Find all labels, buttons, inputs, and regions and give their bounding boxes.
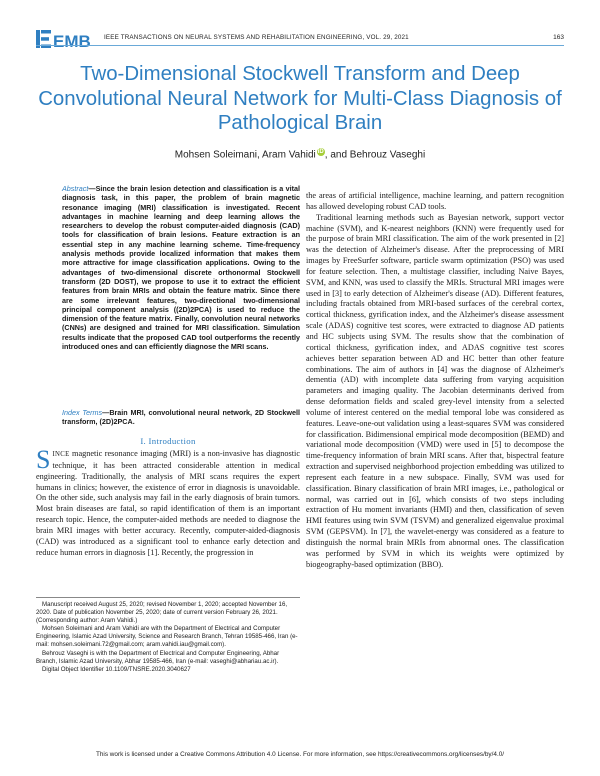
index-terms (62, 408, 300, 427)
intro-lead-word: INCE (52, 451, 70, 458)
emb-logo (36, 28, 92, 50)
footnote-divider (36, 597, 300, 598)
page-number: 163 (553, 34, 564, 41)
section-heading: I. Introduction (140, 436, 196, 446)
footnote-dates: Manuscript received August 25, 2020; revised November 1, 2020; accepted November 16, 2020. Date of publication November 25, 2020; date of current version February 26, 2021. (Corresponding author: Aram Vahidi.) (36, 601, 288, 625)
right-paragraph-2: Traditional learning methods such as Bayesian network, support vector machine (SVM), and K-nearest neighbors (KNN) were frequently used for the purpose of brain MRI classification. The aim of the work presented in [2] was the detection of Alzheimer's disease. After the preprocessing of MRI images by FreeSurfer software, particle swarm optimization (PSO) was used for feature selection. Then, a multistage classifier, including Naive Bayes, SVM, and KNN, was used to classify the MRIs. Structural MRI images were used in [3] to early detection of Alzheimer's disease (AD). Different features, including fractals obtained from MRI-based surfaces of the cerebral cortex, cortical thickness, gyrification index, and the Alzheimer's disease assessment scale (ADAS) cognitive test scores, were extracted to diagnose AD patients and HC subjects using SVM. The results show that the combination of cortical thickness, gyrification index, and ADAS cognitive test scores achieves better separation between AD and HC better than other feature combinations. The aim of authors in [4] was the diagnose of Alzheimer's dementia (AD) with incomplete data suffering from varying acquisition parameters and imaging quality. The Jacobian determinants derived from dense deformation fields and scaled grey-level intensity from a selected volume of interest centered on the medial temporal lobe was considered as features. Leave-one-out validation using a least-squares SVM was considered for classification. Bidimensional empirical mode decomposition (BEMD) and variational mode decomposition (VMD) were used in [5] to decompose the time-frequency information of brain MRI scans. After that, bispectral feature extraction and supervised neighborhood projection embedding was utilized to represent each feature in a new subspace. Finally, SVM was used for classification. Binary classification of brain MRI images, i.e., pathological or normal, was carried out in [6], which consists of two steps including extraction of Hu moment invariants (HMI) and then, classification of seven HMI features using twin SVM (TSVM) and generalized eigenvalue proximal SVM (GEPSVM). In [7], the wavelet-energy was considered as a feature to distinguish the normal brain MRIs from abnormal ones. The classification was performed by SVM in which its weights were optimized by biogeography-based optimization (BBO). (306, 212, 564, 569)
footnote (36, 601, 300, 674)
index-terms-label: Index Terms (62, 408, 103, 417)
intro-paragraph (36, 445, 300, 558)
footnote-affiliation-2: Behrouz Vaseghi is with the Department of Electrical and Computer Engineering, Abhar Branch, Islamic Azad University, Abhar 19585-466, Iran (e-mail: vaseghi@abhariau.ac.ir). (36, 649, 280, 665)
right-paragraph-1: the areas of artificial intelligence, machine learning, and pattern recognition has allowed developing robust CAD tools. (306, 191, 564, 211)
abstract-text: —Since the brain lesion detection and classification is a vital diagnosis task, in this paper, the problem of brain magnetic resonance imaging (MRI) classification is investigated. Recent advantages in machine learning and deep learning allows the researchers to develop the robust computer-aided diagnosis (CAD) tools for classification of brain lesions. Feature extraction is an essential step in any machine learning scheme. Time-frequency analysis methods provide localized information that makes them more attractive for image classification applications. Owing to the advantages of two-dimensional discrete orthonormal Stockwell transform (2D DOST), we propose to use it to extract the efficient features from brain MRIs and obtain the feature matrix. Since there are some irrelevant features, two-directional two-dimensional principal component analysis ((2D)2PCA) is used to reduce the dimension of the feature matrix. Finally, convolution neural networks (CNNs) are designed and trained for MRI classification. Simulation results indicate that the proposed CAD tool outperforms the recently introduced ones and can efficiently diagnose the MRI scans. (62, 184, 300, 352)
paper-title: Two-Dimensional Stockwell Transform and Deep Convolutional Neural Network for Multi-Class Diagnosis of Pathological Brain (38, 63, 562, 134)
footnote-doi: Digital Object Identifier 10.1109/TNSRE.2020.3040627 (42, 665, 191, 673)
abstract-label: Abstract (62, 184, 89, 193)
abstract (62, 184, 300, 351)
header-divider (36, 45, 564, 46)
index-terms-text: —Brain MRI, convolutional neural network, 2D Stockwell transform, (2D)2PCA. (62, 408, 301, 427)
intro-text: magnetic resonance imaging (MRI) is a non-invasive has diagnostic technique, it has been attracted considerable attention in medical engineering. Traditionally, the analysis of MRI scans requires the expert humans in clinics; however, the existence of error in diagnosis is unavoidable. On the other side, such analysis may fail in the early diagnosis of brain tumors. Most brain diseases are fatal, so rapid identification of them is an important research topic. Hence, the computer-aided methods are needed to diagnose the brain MRI images with better accuracy. Recently, computer-aided-diagnosis (CAD) was introduced as a significant tool to enhance early detection and reduce human errors in diagnosis [1]. Recently, the progression in (36, 449, 300, 557)
author-list (36, 148, 564, 160)
right-column (306, 191, 564, 571)
drop-cap: S (36, 445, 51, 474)
emb-logo-text: EMB (53, 32, 91, 50)
journal-name: IEEE TRANSACTIONS ON NEURAL SYSTEMS AND REHABILITATION ENGINEERING, VOL. 29, 2021 (104, 34, 409, 41)
orcid-icon[interactable]: iD (317, 149, 324, 155)
authors-last: , and Behrouz Vaseghi (324, 149, 426, 161)
license-notice[interactable]: This work is licensed under a Creative Commons Attribution 4.0 License. For more information, see https://creativecommons.org/licenses/by/4.0/ (95, 751, 505, 758)
authors-first: Mohsen Soleimani, Aram Vahidi (174, 149, 316, 161)
footnote-affiliation-1: Mohsen Soleimani and Aram Vahidi are with the Department of Electrical and Computer Engineering, Islamic Azad University, Science and Research Branch, Tehran 19585-466, Iran (e-mail: mohsen.soleimani.72@gmail.com; aram.vahidi.iau@gmail.com). (36, 625, 298, 649)
